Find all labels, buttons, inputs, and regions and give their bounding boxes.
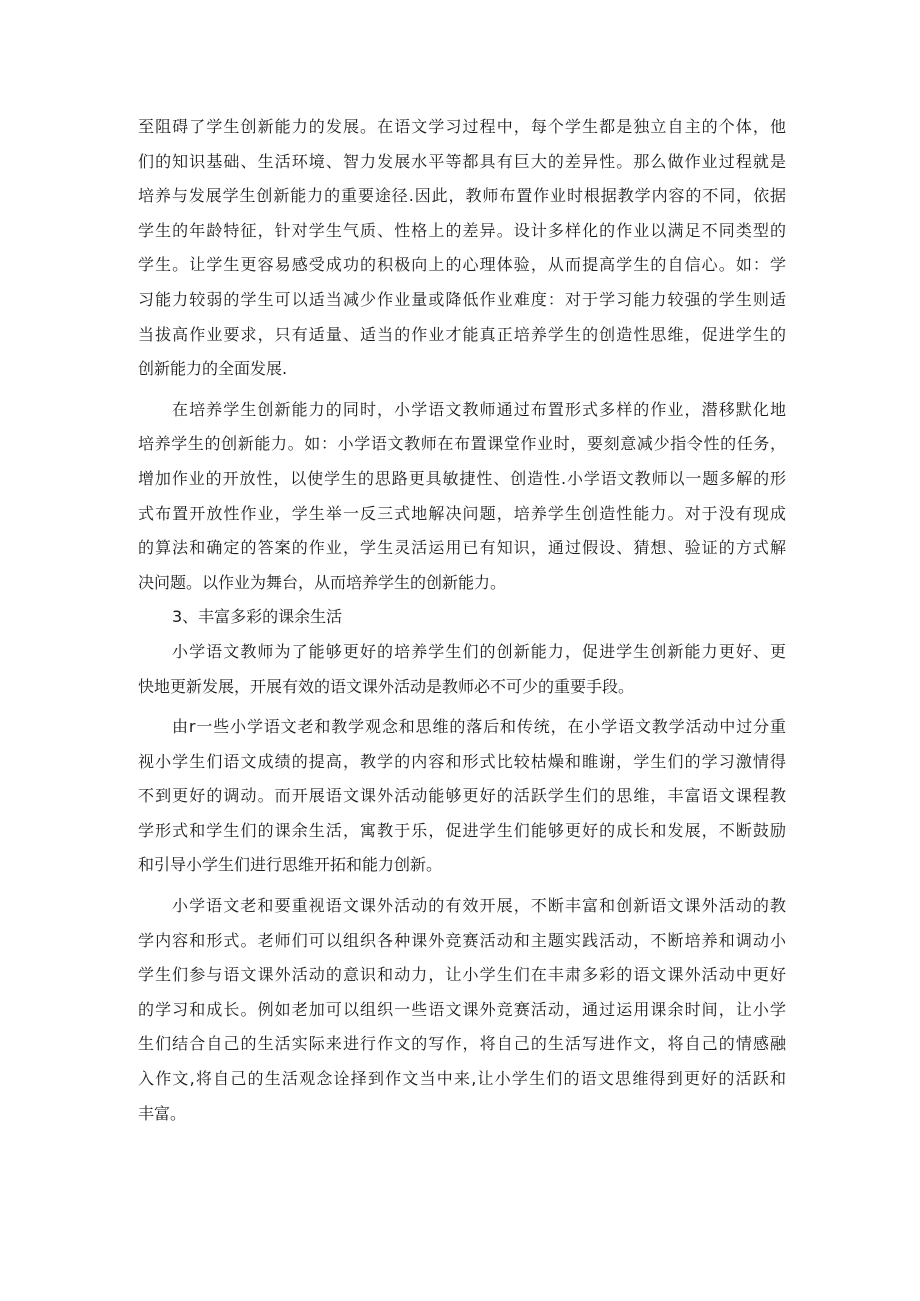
text-line: 在培养学生创新能力的同时，小学语文教师通过布置形式多样的作业，潜移默化地 bbox=[172, 399, 786, 419]
paragraph bbox=[138, 393, 786, 601]
text-line: 习能力较弱的学生可以适当减少作业量或降低作业难度：对于学习能力较强的学生则适 bbox=[138, 289, 786, 309]
text-line: 快地更新发展，开展有效的语文课外活动是教师必不可少的重要手段。 bbox=[138, 676, 635, 696]
text-line: 学形式和学生们的课余生活，寓教于乐，促进学生们能够更好的成长和发展，不断鼓励 bbox=[138, 820, 786, 840]
text-line: 小学语文教师为了能够更好的培养学生们的创新能力，促进学生创新能力更好、更 bbox=[172, 641, 786, 661]
text-line: 培养与发展学生创新能力的重要途径.因此，教师布置作业时根据教学内容的不同，依据 bbox=[138, 186, 786, 206]
section-heading-text: 3、丰富多彩的课余生活 bbox=[172, 607, 343, 627]
text-line: 增加作业的开放性，以使学生的思路更具敏捷性、创造性.小学语文教师以一题多解的形 bbox=[138, 468, 786, 488]
text-line: 生们结合自己的生活实际来进行作文的写作，将自己的生活写进作文，将自己的情感融 bbox=[138, 1034, 786, 1054]
text-line: 培养学生的创新能力。如：小学语文教师在布置课堂作业时，要刻意减少指令性的任务， bbox=[138, 434, 786, 454]
paragraph bbox=[138, 889, 786, 1131]
text-line: 学内容和形式。老师们可以组织各种课外竞赛活动和主题实践活动，不断培养和调动小 bbox=[138, 930, 786, 950]
paragraph bbox=[138, 110, 786, 387]
section-heading bbox=[138, 600, 786, 635]
text-line: 当拔高作业要求，只有适量、适当的作业才能真正培养学生的创造性思维，促进学生的 bbox=[138, 324, 786, 344]
text-line: 的学习和成长。例如老加可以组织一些语文课外竞赛活动，通过运用课余时间，让小学 bbox=[138, 999, 786, 1019]
text-line: 学生们参与语文课外活动的意识和动力，让小学生们在丰肃多彩的语文课外活动中更好 bbox=[138, 965, 786, 985]
text-line: 决问题。以作业为舞台，从而培养学生的创新能力。 bbox=[138, 572, 507, 592]
text-line: 视小学生们语文成绩的提高，教学的内容和形式比较枯燥和睢谢，学生们的学习激情得 bbox=[138, 751, 786, 771]
document-page bbox=[138, 110, 786, 1131]
text-line: 式布置开放性作业，学生举一反三式地解决问题，培养学生创造性能力。对于没有现成 bbox=[138, 503, 786, 523]
text-line: 不到更好的调动。而开展语文课外活动能够更好的活跃学生们的思维，丰富语文课程教 bbox=[138, 786, 786, 806]
text-line: 们的知识基础、生活环境、智力发展水平等都具有巨大的差异性。那么做作业过程就是 bbox=[138, 151, 786, 171]
paragraph bbox=[138, 710, 786, 883]
text-line: 小学语文老和要重视语文课外活动的有效开展，不断丰富和创新语文课外活动的教 bbox=[172, 896, 786, 916]
paragraph bbox=[138, 635, 786, 704]
text-line: 创新能力的全面发展. bbox=[138, 359, 288, 379]
text-line: 学生的年龄特征，针对学生气质、性格上的差异。设计多样化的作业以满足不同类型的 bbox=[138, 220, 786, 240]
text-line: 和引导小学生们进行思维开拓和能力创新。 bbox=[138, 855, 443, 875]
text-line: 由r一些小学语文老和教学观念和思维的落后和传统，在小学语文教学活动中过分重 bbox=[172, 717, 786, 737]
text-line: 的算法和确定的答案的作业，学生灵活运用已有知识，通过假设、猜想、验证的方式解 bbox=[138, 538, 786, 558]
text-line: 学生。让学生更容易感受成功的积极向上的心理体验，从而提高学生的自信心。如：学 bbox=[138, 255, 786, 275]
text-line: 丰富。 bbox=[138, 1103, 187, 1123]
text-line: 入作文,将自己的生活观念诠择到作文当中来,让小学生们的语文思维得到更好的活跃和 bbox=[138, 1069, 786, 1089]
text-line: 至阻碍了学生创新能力的发展。在语文学习过程中，每个学生都是独立自主的个体，他 bbox=[138, 117, 786, 136]
